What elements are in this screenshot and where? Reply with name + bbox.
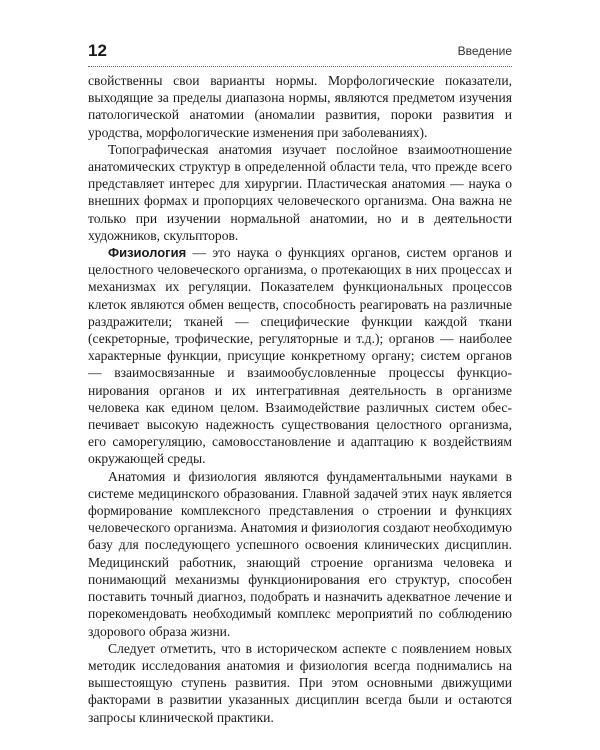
page-number: 12: [88, 41, 107, 60]
page-header: [88, 40, 512, 64]
paragraph-2: Топографическая анатомия изучает послойное взаимоотношение анатомических структур в определенной области тела, что прежде всего представляет интерес для хирургии. Пластическая анатомия — наука о внешних формах и пропорциях человеческого организма. Она важна не только при изучении нормальной анатомии, но и в деятельности художников, скульпторов.: [88, 141, 512, 243]
paragraph-1: свойственны свои варианты нормы. Морфологические показатели, выходящие за пределы диапазона нормы, являются предметом изучения патологической анатомии (аномалии развития, пороки развития и уродства, морфологические изменения при заболеваниях).: [88, 73, 512, 140]
paragraph-4: Анатомия и физиология являются фундаментальными науками в системе медицинского образования. Главной задачей этих наук является формирование комплексного представления о строении и функциях человеческого организма. Анатомия и физиология создают необходимую базу для последующего успешного освоения клинических дисциплин. Медицинский работник, знающий строение организма человека и понимающий механизмы функционирования его структур, способен поставить точный диагноз, подобрать и назначить адекватное лечение и порекомендовать необходимый комплекс мероприятий по соблюдению здорового образа жизни.: [88, 468, 512, 639]
paragraph-5: Следует отметить, что в историческом аспекте с появлением новых методик исследования анатомия и физиология всегда поднимались на вышестоящую ступень развития. При этом основными движущими факторами в развитии указанных дисциплин всегда были и остаются запросы клинической практики.: [88, 640, 512, 725]
term-physiology: Физиология: [108, 245, 187, 261]
header-divider: [88, 66, 512, 67]
body-text: [88, 72, 512, 726]
paragraph-3-text: — это наука о функциях органов, систем органов и целостного человеческого организма, о протекающих в них процессах и механизмах их регуляции. Показателем функциональных процессов клеток являются обмен веществ, способность реагировать на различные раздражители; тканей — специфические функции каждой ткани (секреторные, трофические, регуляторные и т.д.); органов — наиболее характерные функции, присущие конкретному органу; систем органов — взаимосвязанные и взаимообусловленные процессы функционирования органов и их интегративная деятельность в организме человека как едином целом. Взаимодействие различных систем обеспечивает высокую надежность существования целостного организма, его саморегуляцию, самовосстановление и адаптацию к воздействиям окружающей среды.: [88, 245, 512, 467]
running-header-section: Введение: [457, 44, 512, 58]
paragraph-3: [88, 244, 512, 468]
